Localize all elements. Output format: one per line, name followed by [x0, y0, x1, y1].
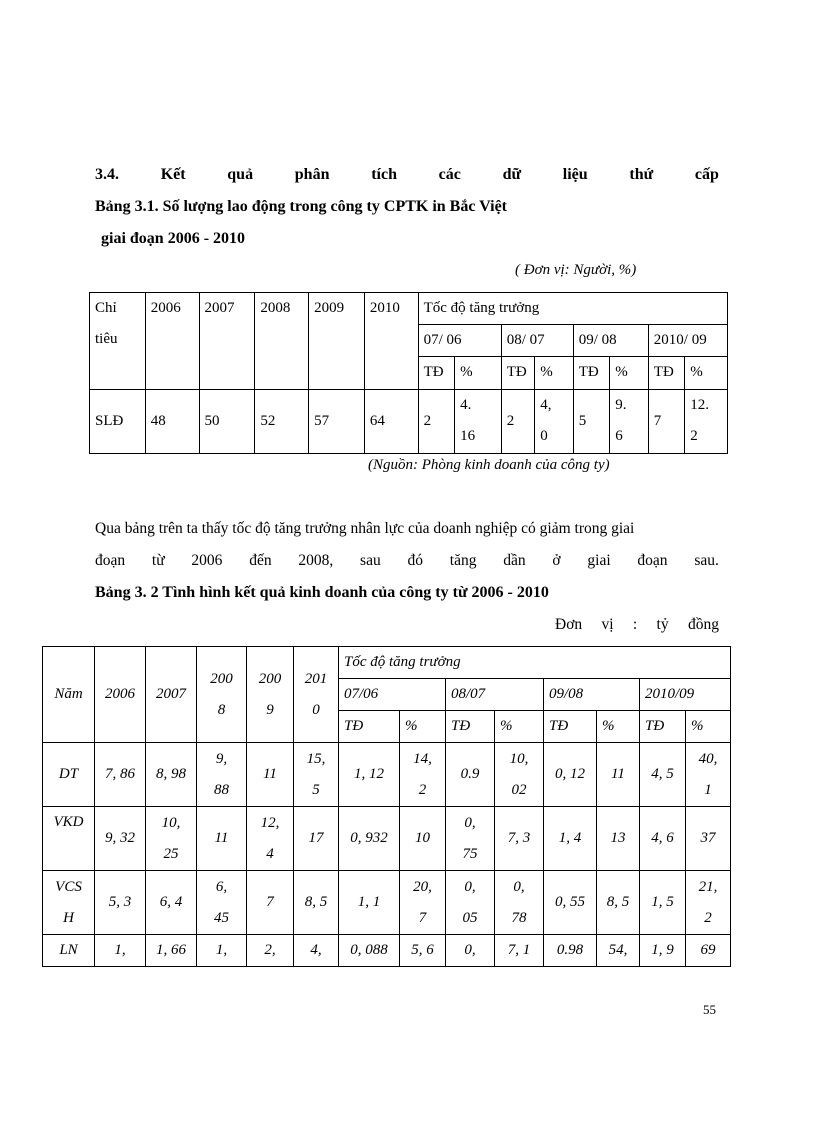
value-cell: 1, 5	[640, 871, 686, 935]
value-cell: 15, 5	[294, 743, 339, 807]
value-cell: 1, 9	[640, 935, 686, 967]
td-header: TĐ	[446, 711, 495, 743]
table-row	[43, 743, 731, 807]
paragraph-word: từ	[151, 552, 165, 569]
period-header: 09/ 08	[573, 325, 648, 357]
unit-word: Đơn	[555, 616, 583, 633]
year-header: 2006	[145, 293, 199, 390]
paragraph-word: đó	[407, 552, 423, 569]
value-cell: 7	[247, 871, 294, 935]
heading-word: Kết	[160, 166, 186, 183]
value-cell: 11	[597, 743, 640, 807]
value-cell: 11	[247, 743, 294, 807]
value-cell: 0.9	[446, 743, 495, 807]
paragraph-word: ở	[552, 552, 561, 569]
td-cell: 2	[501, 390, 534, 454]
heading-word: dữ	[502, 166, 522, 183]
value-cell: 8, 5	[294, 871, 339, 935]
pct-header: %	[597, 711, 640, 743]
period-header: 2010/09	[640, 679, 731, 711]
paragraph-line-1: Qua bảng trên ta thấy tốc độ tăng trưởng nhân lực của doanh nghiệp có giảm trong giai	[95, 520, 635, 537]
value-cell: 1, 1	[339, 871, 400, 935]
value-cell: 48	[145, 390, 199, 454]
table1-caption-period: giai đoạn 2006 - 2010	[101, 230, 246, 247]
td-header: TĐ	[339, 711, 400, 743]
paragraph-word: đoạn	[95, 552, 126, 569]
value-cell: 1, 4	[544, 807, 597, 871]
period-header: 09/08	[544, 679, 640, 711]
table1-source: (Nguồn: Phòng kinh doanh của công ty)	[368, 457, 610, 473]
value-cell: 8, 5	[597, 871, 640, 935]
year-header: 2007	[146, 647, 197, 743]
value-cell: 6, 45	[197, 871, 247, 935]
table1-caption: Bảng 3.1. Số lượng lao động trong công ty CPTK in Bắc Việt	[95, 198, 507, 215]
row-label: DT	[43, 743, 95, 807]
value-cell: 5, 6	[400, 935, 446, 967]
year-header: 2006	[95, 647, 146, 743]
value-cell: 4, 6	[640, 807, 686, 871]
value-cell: 0, 932	[339, 807, 400, 871]
td-header: TĐ	[501, 357, 534, 390]
value-cell: 52	[255, 390, 309, 454]
pct-header: %	[455, 357, 502, 390]
heading-word: cấp	[694, 166, 719, 183]
value-cell: 9, 88	[197, 743, 247, 807]
value-cell: 4, 5	[640, 743, 686, 807]
td-cell: 7	[648, 390, 685, 454]
value-cell: 1, 12	[339, 743, 400, 807]
unit-word: tỷ	[656, 616, 669, 633]
row-label: SLĐ	[90, 390, 146, 454]
table-row	[43, 807, 731, 871]
value-cell: 50	[199, 390, 255, 454]
header-nam: Năm	[43, 647, 95, 743]
paragraph-word: 2006	[191, 552, 223, 569]
value-cell: 1,	[197, 935, 247, 967]
value-cell: 7, 3	[495, 807, 544, 871]
heading-word: các	[438, 166, 461, 183]
paragraph-word: 2008,	[298, 552, 334, 569]
unit-word: đồng	[687, 616, 719, 633]
value-cell: 17	[294, 807, 339, 871]
value-cell: 12, 4	[247, 807, 294, 871]
growth-header: Tốc độ tăng trưởng	[418, 293, 727, 325]
value-cell: 10	[400, 807, 446, 871]
value-cell: 9, 32	[95, 807, 146, 871]
header-chi-tieu: Chỉ tiêu	[90, 293, 146, 390]
value-cell: 0, 088	[339, 935, 400, 967]
value-cell: 0,	[446, 935, 495, 967]
year-header: 200 9	[247, 647, 294, 743]
value-cell: 4,	[294, 935, 339, 967]
labor-table	[89, 292, 728, 454]
heading-word: 3.4.	[95, 166, 119, 183]
period-header: 08/ 07	[501, 325, 573, 357]
value-cell: 69	[686, 935, 731, 967]
paragraph-word: dần	[503, 552, 526, 569]
paragraph-word: giai	[587, 552, 611, 569]
heading-word: tích	[371, 166, 397, 183]
year-header: 2010	[364, 293, 418, 390]
td-cell: 2	[418, 390, 455, 454]
pct-header: %	[685, 357, 728, 390]
value-cell: 1, 66	[146, 935, 197, 967]
paragraph-line-2	[95, 552, 719, 570]
table1-unit: ( Đơn vị: Người, %)	[515, 262, 637, 278]
page-number: 55	[703, 1002, 716, 1017]
period-header: 07/ 06	[418, 325, 501, 357]
paragraph-word: sau.	[694, 552, 719, 569]
value-cell: 0, 78	[495, 871, 544, 935]
pct-cell: 12. 2	[685, 390, 728, 454]
heading-word: thứ	[629, 166, 654, 183]
value-cell: 7, 1	[495, 935, 544, 967]
value-cell: 37	[686, 807, 731, 871]
value-cell: 57	[309, 390, 365, 454]
value-cell: 0, 05	[446, 871, 495, 935]
period-header: 07/06	[339, 679, 446, 711]
unit-word: :	[632, 616, 638, 633]
value-cell: 13	[597, 807, 640, 871]
value-cell: 0, 12	[544, 743, 597, 807]
value-cell: 1,	[95, 935, 146, 967]
year-header: 2007	[199, 293, 255, 390]
pct-cell: 4, 0	[535, 390, 574, 454]
period-header: 08/07	[446, 679, 544, 711]
value-cell: 10, 02	[495, 743, 544, 807]
unit-word: vị	[601, 616, 614, 633]
year-header: 200 8	[197, 647, 247, 743]
heading-word: liệu	[562, 166, 588, 183]
td-header: TĐ	[418, 357, 455, 390]
year-header: 201 0	[294, 647, 339, 743]
value-cell: 5, 3	[95, 871, 146, 935]
table2-caption: Bảng 3. 2 Tình hình kết quả kinh doanh của công ty từ 2006 - 2010	[95, 584, 549, 601]
paragraph-word: sau	[360, 552, 381, 569]
section-heading	[95, 166, 719, 184]
value-cell: 0, 75	[446, 807, 495, 871]
table2-unit	[555, 616, 719, 634]
paragraph-word: tăng	[449, 552, 477, 569]
value-cell: 8, 98	[146, 743, 197, 807]
pct-header: %	[686, 711, 731, 743]
value-cell: 6, 4	[146, 871, 197, 935]
growth-header: Tốc độ tăng trưởng	[339, 647, 731, 679]
paragraph-word: đến	[249, 552, 272, 569]
table-row	[43, 935, 731, 967]
heading-word: quả	[227, 166, 254, 183]
business-results-table	[42, 646, 731, 967]
value-cell: 40, 1	[686, 743, 731, 807]
heading-word: phân	[294, 166, 330, 183]
table-row	[43, 871, 731, 935]
period-header: 2010/ 09	[648, 325, 727, 357]
pct-cell: 9. 6	[610, 390, 649, 454]
value-cell: 64	[364, 390, 418, 454]
td-header: TĐ	[640, 711, 686, 743]
year-header: 2009	[309, 293, 365, 390]
value-cell: 2,	[247, 935, 294, 967]
pct-cell: 4. 16	[455, 390, 502, 454]
value-cell: 14, 2	[400, 743, 446, 807]
pct-header: %	[400, 711, 446, 743]
td-header: TĐ	[573, 357, 610, 390]
value-cell: 7, 86	[95, 743, 146, 807]
value-cell: 21, 2	[686, 871, 731, 935]
value-cell: 0, 55	[544, 871, 597, 935]
row-label: VKD	[43, 807, 95, 871]
value-cell: 11	[197, 807, 247, 871]
value-cell: 20, 7	[400, 871, 446, 935]
td-header: TĐ	[544, 711, 597, 743]
row-label: VCS H	[43, 871, 95, 935]
pct-header: %	[535, 357, 574, 390]
pct-header: %	[610, 357, 649, 390]
td-cell: 5	[573, 390, 610, 454]
pct-header: %	[495, 711, 544, 743]
paragraph-word: đoạn	[637, 552, 668, 569]
row-label: LN	[43, 935, 95, 967]
year-header: 2008	[255, 293, 309, 390]
value-cell: 0.98	[544, 935, 597, 967]
value-cell: 10, 25	[146, 807, 197, 871]
td-header: TĐ	[648, 357, 685, 390]
value-cell: 54,	[597, 935, 640, 967]
